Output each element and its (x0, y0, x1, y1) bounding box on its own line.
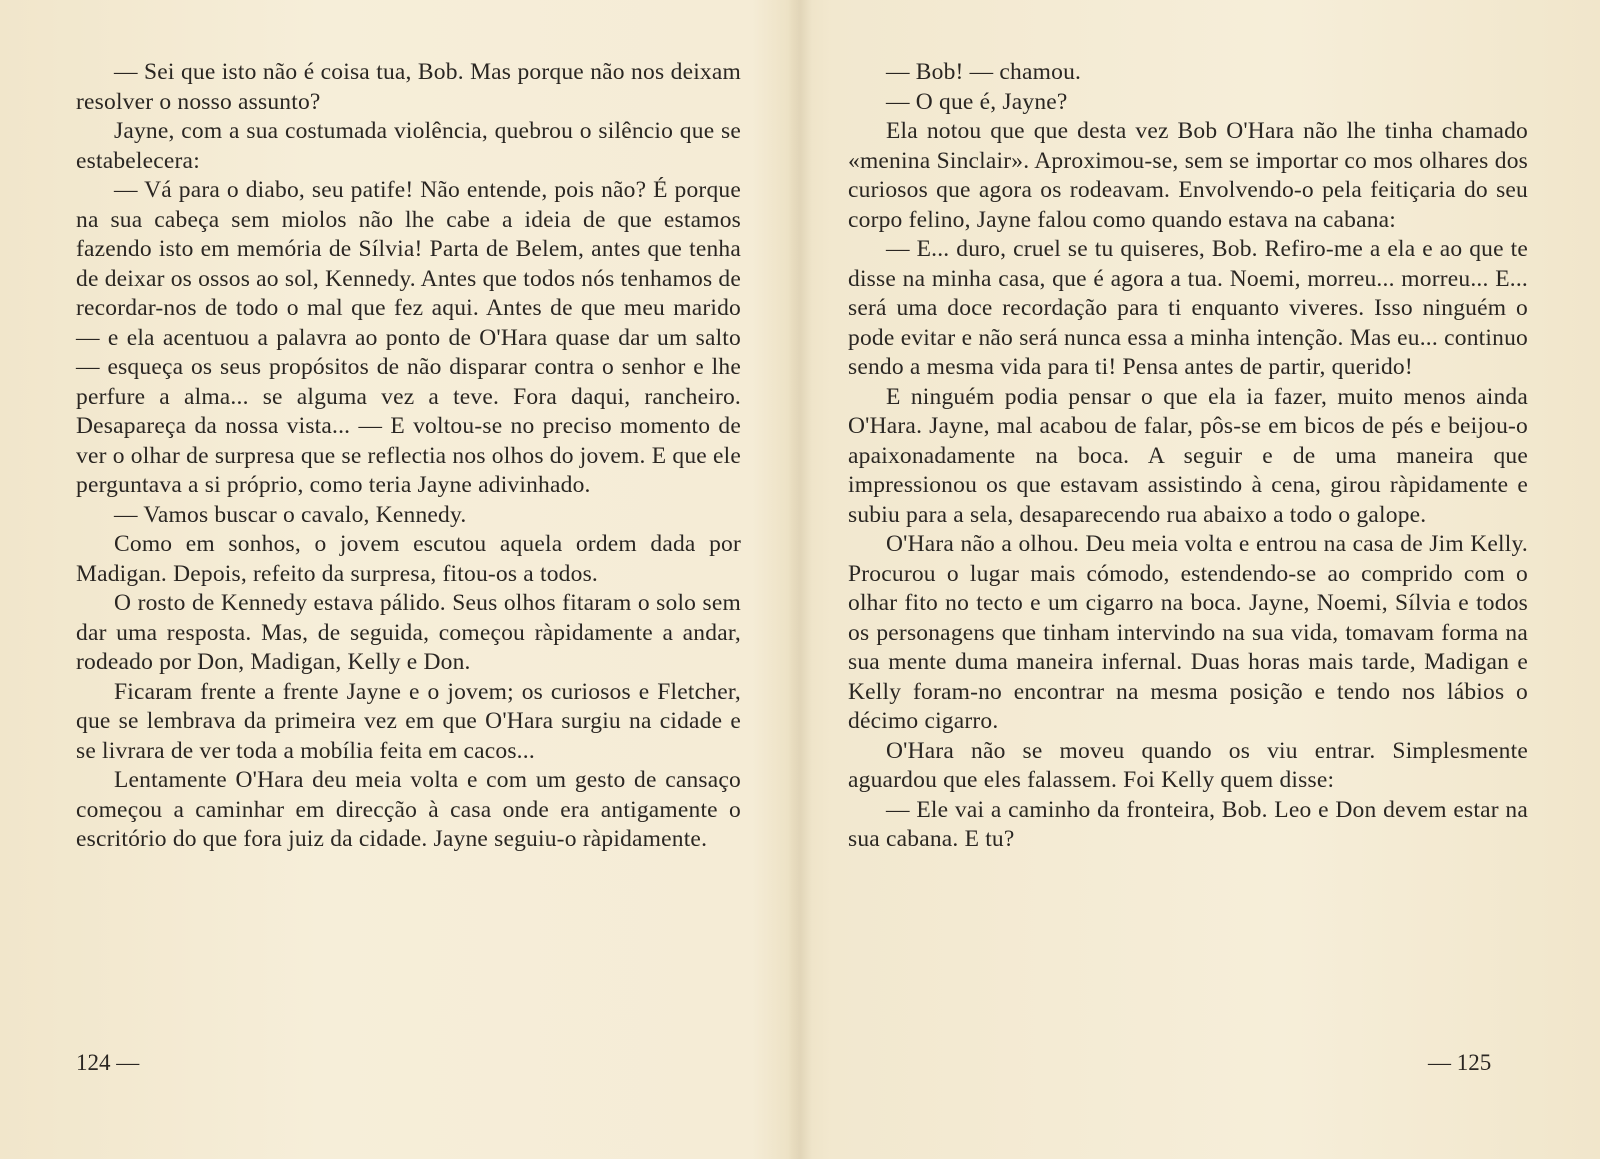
paragraph: Jayne, com a sua costumada violência, quebrou o silêncio que se estabelecera: (76, 118, 741, 174)
page-number-left: 124 — (76, 1050, 140, 1075)
paragraph: — E... duro, cruel se tu quiseres, Bob. Refiro-me a ela e ao que te disse na minha casa, que é agora a tua. Noemi, morreu... morreu... E... será uma doce recordação para ti enquanto viveres. Isso ninguém o pode evitar e não será nunca essa a minha intenção. Mas eu... continuo sendo a mesma vida para ti! Pensa antes de partir, querido! (848, 236, 1528, 380)
paragraph: Ficaram frente a frente Jayne e o jovem; os curiosos e Fletcher, que se lembrava da primeira vez em que O'Hara surgiu na cidade e se livrara de ver toda a mobília feita em cacos... (76, 678, 741, 764)
paragraph: Como em sonhos, o jovem escutou aquela ordem dada por Madigan. Depois, refeito da surpresa, fitou-os a todos. (76, 531, 741, 587)
book-gutter (788, 0, 812, 1159)
left-page (76, 58, 741, 855)
paragraph: — Sei que isto não é coisa tua, Bob. Mas porque não nos deixam resolver o nosso assunto? (76, 59, 741, 115)
paragraph: — Bob! — chamou. (886, 59, 1082, 85)
paragraph: E ninguém podia pensar o que ela ia fazer, muito menos ainda O'Hara. Jayne, mal acabou de falar, pôs-se em bicos de pés e beijou-o apaixonadamente na boca. A seguir e de uma maneira que impressionou os que estavam assistindo à cena, girou ràpidamente e subiu para a sela, desaparecendo rua abaixo a todo o galope. (848, 383, 1528, 528)
paragraph: — Vamos buscar o cavalo, Kennedy. (114, 501, 467, 528)
paragraph: O rosto de Kennedy estava pálido. Seus olhos fitaram o solo sem dar uma resposta. Mas, de seguida, começou ràpidamente a andar, rodeado por Don, Madigan, Kelly e Don. (76, 590, 741, 675)
paragraph: Lentamente O'Hara deu meia volta e com um gesto de cansaço começou a caminhar em direcção à casa onde era antigamente o escritório do que fora juiz da cidade. Jayne seguiu-o ràpidamente. (76, 767, 741, 852)
paragraph: — O que é, Jayne? (886, 88, 1068, 115)
right-page (848, 58, 1528, 855)
paragraph: O'Hara não a olhou. Deu meia volta e entrou na casa de Jim Kelly. Procurou o lugar mais cómodo, estendendo-se ao comprido com o olhar fito no tecto e um cigarro na boca. Jayne, Noemi, Sílvia e todos os personagens que tinham intervindo na sua vida, tomavam forma na sua mente duma maneira infernal. Duas horas mais tarde, Madigan e Kelly foram-no encontrar na mesma posição e tendo nos lábios o décimo cigarro. (848, 531, 1528, 734)
paragraph: — Vá para o diabo, seu patife! Não entende, pois não? É porque na sua cabeça sem miolos não lhe cabe a ideia de que estamos fazendo isto em memória de Sílvia! Parta de Belem, antes que tenha de deixar os ossos ao sol, Kennedy. Antes que todos nós tenhamos de recordar-nos de todo o mal que fez aqui. Antes de que meu marido — e ela acentuou a palavra ao ponto de O'Hara quase dar um salto — esqueça os seus propósitos de não disparar contra o senhor e lhe perfure a alma... se alguma vez a teve. Fora daqui, rancheiro. Desapareça da nossa vista... — E voltou-se no preciso momento de ver o olhar de surpresa que se reflectia nos olhos do jovem. E que ele perguntava a si próprio, como teria Jayne adivinhado. (76, 177, 741, 498)
page-number-right: — 125 (1428, 1050, 1492, 1075)
paragraph: — Ele vai a caminho da fronteira, Bob. Leo e Don devem estar na sua cabana. E tu? (848, 796, 1528, 852)
paragraph: O'Hara não se moveu quando os viu entrar. Simplesmente aguardou que eles falassem. Foi Kelly quem disse: (848, 737, 1528, 793)
paragraph: Ela notou que que desta vez Bob O'Hara não lhe tinha chamado «menina Sinclair». Aproximou-se, sem se importar co mos olhares dos curiosos que agora os rodeavam. Envolvendo-o pela feitiçaria do seu corpo felino, Jayne falou como quando estava na cabana: (848, 118, 1528, 233)
